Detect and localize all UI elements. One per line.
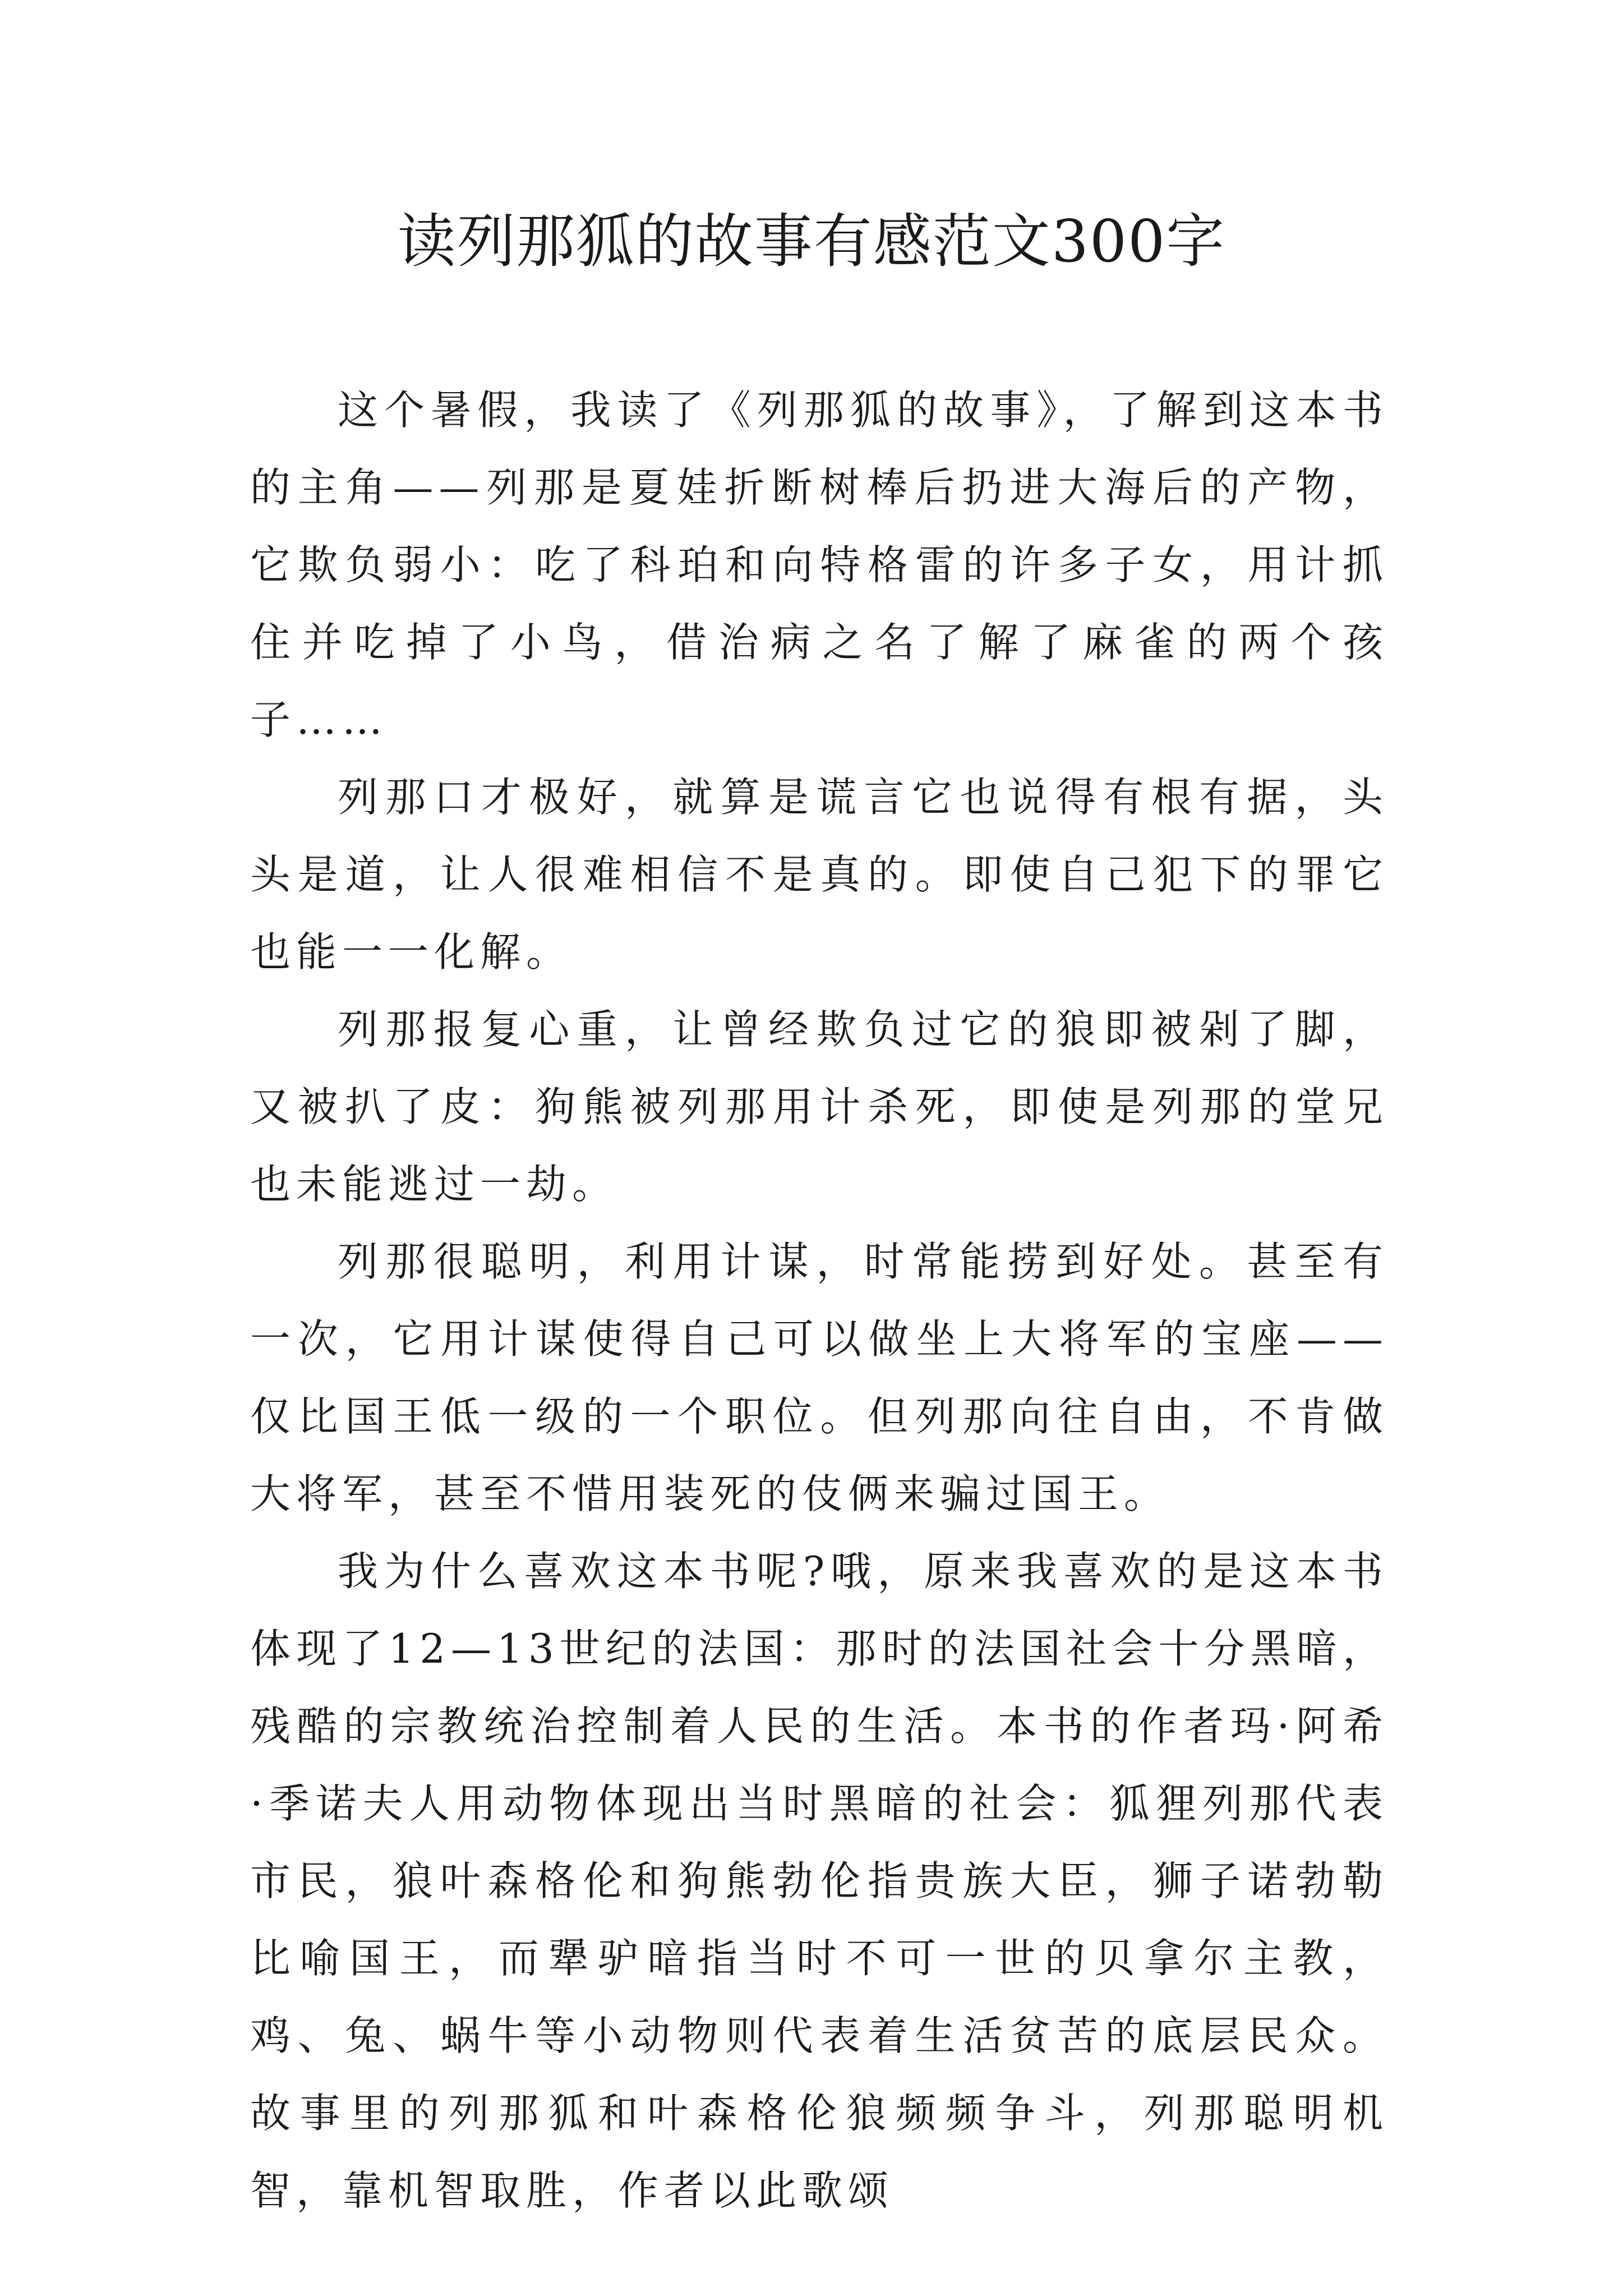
paragraph-2: 列那口才极好，就算是谎言它也说得有根有据，头头是道，让人很难相信不是真的。即使自己犯下的罪它也能一一化解。 [250, 774, 1389, 976]
paragraph-1: 这个暑假，我读了《列那狐的故事》，了解到这本书的主角——列那是夏娃折断树棒后扔进大海后的产物，它欺负弱小：吃了科珀和向特格雷的许多子女，用计抓住并吃掉了小鸟，借治病之名了解了麻雀的两个孩子…… [250, 386, 1389, 743]
paragraph-4: 列那很聪明，利用计谋，时常能捞到好处。甚至有一次，它用计谋使得自己可以做坐上大将军的宝座——仅比国王低一级的一个职位。但列那向往自由，不肯做大将军，甚至不惜用装死的伎俩来骗过国王。 [250, 1238, 1389, 1517]
paragraph-3: 列那报复心重，让曾经欺负过它的狼即被剁了脚，又被扒了皮：狗熊被列那用计杀死，即使是列那的堂兄也未能逃过一劫。 [250, 1006, 1389, 1208]
document-body [250, 371, 1389, 2229]
paragraph-5: 我为什么喜欢这本书呢?哦，原来我喜欢的是这本书体现了12—13世纪的法国：那时的法国社会十分黑暗，残酷的宗教统治控制着人民的生活。本书的作者玛·阿希·季诺夫人用动物体现出当时黑暗的社会：狐狸列那代表市民，狼叶森格伦和狗熊勃伦指贵族大臣，狮子诺勃勒比喻国王，而犟驴暗指当时不可一世的贝拿尔主教，鸡、兔、蜗牛等小动物则代表着生活贫苦的底层民众。故事里的列那狐和叶森格伦狼频频争斗，列那聪明机智，靠机智取胜，作者以此歌颂 [250, 1548, 1389, 2214]
document-title: 读列那狐的故事有感范文300字 [397, 207, 1226, 275]
